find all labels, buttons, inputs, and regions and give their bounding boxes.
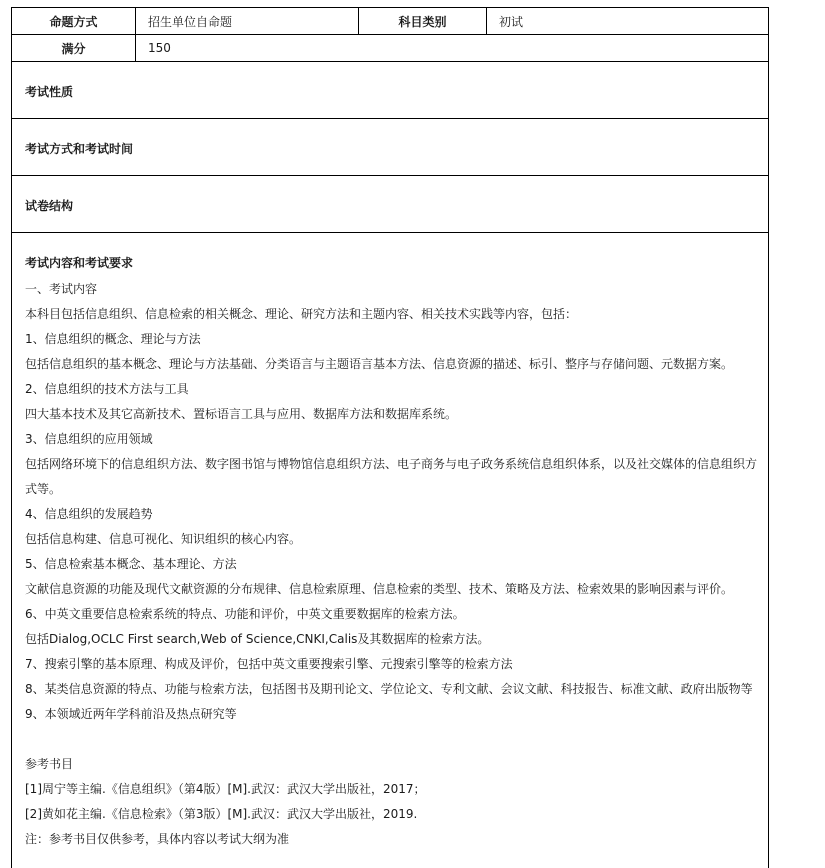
references-title: 参考书目 [25, 757, 74, 771]
subject-category-value: 初试 [499, 14, 524, 29]
content-line: 包括Dialog,OCLC First search,Web of Science,CNKI,Calis及其数据库的检索方法。 [25, 632, 490, 646]
meta-row-1 [12, 7, 768, 35]
section-title-exam-method-time: 考试方式和考试时间 [25, 142, 134, 156]
content-line: 本科目包括信息组织、信息检索的相关概念、理论、研究方法和主题内容、相关技术实践等内容，包括： [25, 307, 578, 321]
reference-item: [1]周宁等主编.《信息组织》（第4版）[M].武汉：武汉大学出版社，2017； [25, 782, 426, 796]
content-line: 四大基本技术及其它高新技术、置标语言工具与应用、数据库方法和数据库系统。 [25, 407, 458, 421]
reference-note: 注：参考书目仅供参考，具体内容以考试大纲为准 [25, 832, 290, 846]
exam-syllabus-document [11, 7, 769, 868]
section-exam-nature [12, 62, 768, 119]
content-line: 5、信息检索基本概念、基本理论、方法 [25, 557, 237, 571]
content-line: 文献信息资源的功能及现代文献资源的分布规律、信息检索原理、信息检索的类型、技术、策略及方法、检索效果的影响因素与评价。 [25, 582, 734, 596]
content-line: 9、本领域近两年学科前沿及热点研究等 [25, 707, 237, 721]
meta-row-2 [12, 35, 768, 62]
content-line: 一、考试内容 [25, 282, 98, 296]
content-line: 3、信息组织的应用领域 [25, 432, 153, 446]
section-title-paper-structure: 试卷结构 [25, 199, 74, 213]
content-line: 1、信息组织的概念、理论与方法 [25, 332, 201, 346]
reference-item: [2]黄如花主编.《信息检索》（第3版）[M].武汉：武汉大学出版社，2019. [25, 807, 418, 821]
section-exam-content [12, 233, 768, 866]
content-line: 包括信息组织的基本概念、理论与方法基础、分类语言与主题语言基本方法、信息资源的描述、标引、整序与存储问题、元数据方案。 [25, 357, 734, 371]
exam-method-value: 招生单位自命题 [136, 8, 359, 34]
section-exam-method-time [12, 119, 768, 176]
content-line: 8、某类信息资源的特点、功能与检索方法，包括图书及期刊论文、学位论文、专利文献、会议文献、科技报告、标准文献、政府出版物等 [25, 682, 753, 696]
full-score-value: 150 [148, 41, 171, 55]
spacer [25, 727, 760, 752]
section-title-exam-content: 考试内容和考试要求 [25, 256, 134, 270]
content-line: 4、信息组织的发展趋势 [25, 507, 153, 521]
content-line: 2、信息组织的技术方法与工具 [25, 382, 189, 396]
content-line: 包括网络环境下的信息组织方法、数字图书馆与博物馆信息组织方法、电子商务与电子政务系统信息组织体系，以及社交媒体的信息组织方式等。 [25, 457, 758, 496]
content-line: 6、中英文重要信息检索系统的特点、功能和评价，中英文重要数据库的检索方法。 [25, 607, 465, 621]
exam-method-label: 命题方式 [12, 8, 136, 34]
full-score-label: 满分 [12, 35, 136, 61]
subject-category-label: 科目类别 [359, 8, 487, 34]
exam-content-body [25, 277, 760, 852]
section-paper-structure [12, 176, 768, 233]
content-line: 7、搜索引擎的基本原理、构成及评价，包括中英文重要搜索引擎、元搜索引擎等的检索方法 [25, 657, 513, 671]
section-title-exam-nature: 考试性质 [25, 85, 74, 99]
content-line: 包括信息构建、信息可视化、知识组织的核心内容。 [25, 532, 302, 546]
